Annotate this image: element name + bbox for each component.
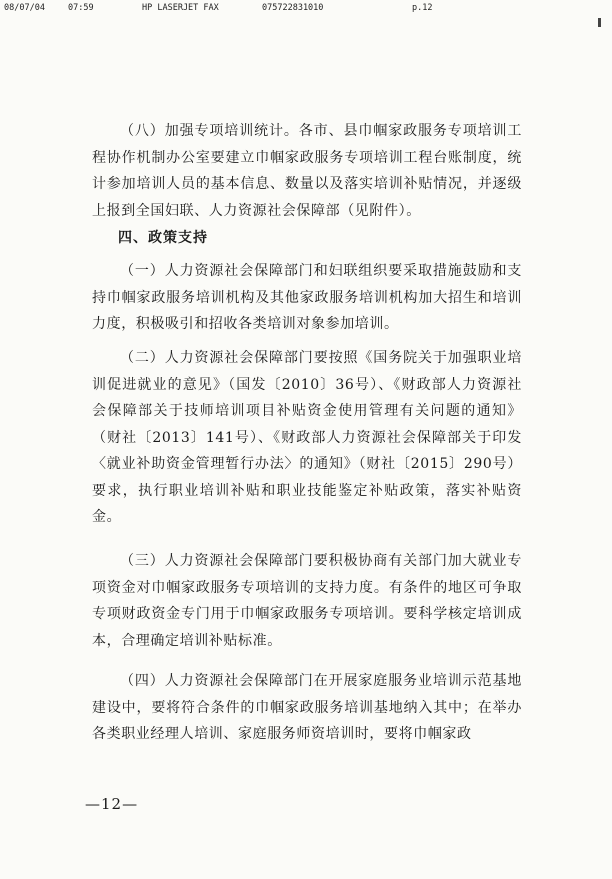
paragraph-item-2: （二）人力资源社会保障部门要按照《国务院关于加强职业培训促进就业的意见》（国发〔2010〕36号）、《财政部人力资源社会保障部关于技师培训项目补贴资金使用管理有关问题的通知》（财社〔2013〕141号）、《财政部人力资源社会保障部关于印发〈就业补助资金管理暂行办法〉的通知》（财社〔2015〕290号）要求，执行职业培训补贴和职业技能鉴定补贴政策，落实补贴资金。 [92,350,522,525]
paragraph-item-4: （四）人力资源社会保障部门在开展家庭服务业培训示范基地建设中，要将符合条件的巾帼家政服务培训基地纳入其中；在举办各类职业经理人培训、家庭服务师资培训时，要将巾帼家政 [92,673,522,742]
paragraph-item-3: （三）人力资源社会保障部门要积极协商有关部门加大就业专项资金对巾帼家政服务专项培训的支持力度。有条件的地区可争取专项财政资金专门用于巾帼家政服务专项培训。要科学核定培训成本，合理确定培训补贴标准。 [92,553,522,649]
fax-number: 075722831010 [262,3,324,13]
paragraph-item-1: （一）人力资源社会保障部门和妇联组织要采取措施鼓励和支持巾帼家政服务培训机构及其他家政服务培训机构加大招生和培训力度，积极吸引和招收各类培训对象参加培训。 [92,263,522,332]
fax-device: HP LASERJET FAX [142,3,219,13]
fax-date: 08/07/04 [4,3,45,13]
fax-page: p.12 [412,3,433,13]
heading-policy-support: 四、政策支持 [118,230,208,246]
paragraph-section-8: （八）加强专项培训统计。各市、县巾帼家政服务专项培训工程协作机制办公室要建立巾帼家政服务专项培训工程台账制度，统计参加培训人员的基本信息、数量以及落实培训补贴情况，并逐级上报到全国妇联、人力资源社会保障部（见附件）。 [92,123,522,219]
page-number: —12— [85,795,139,813]
fax-time: 07:59 [68,3,94,13]
